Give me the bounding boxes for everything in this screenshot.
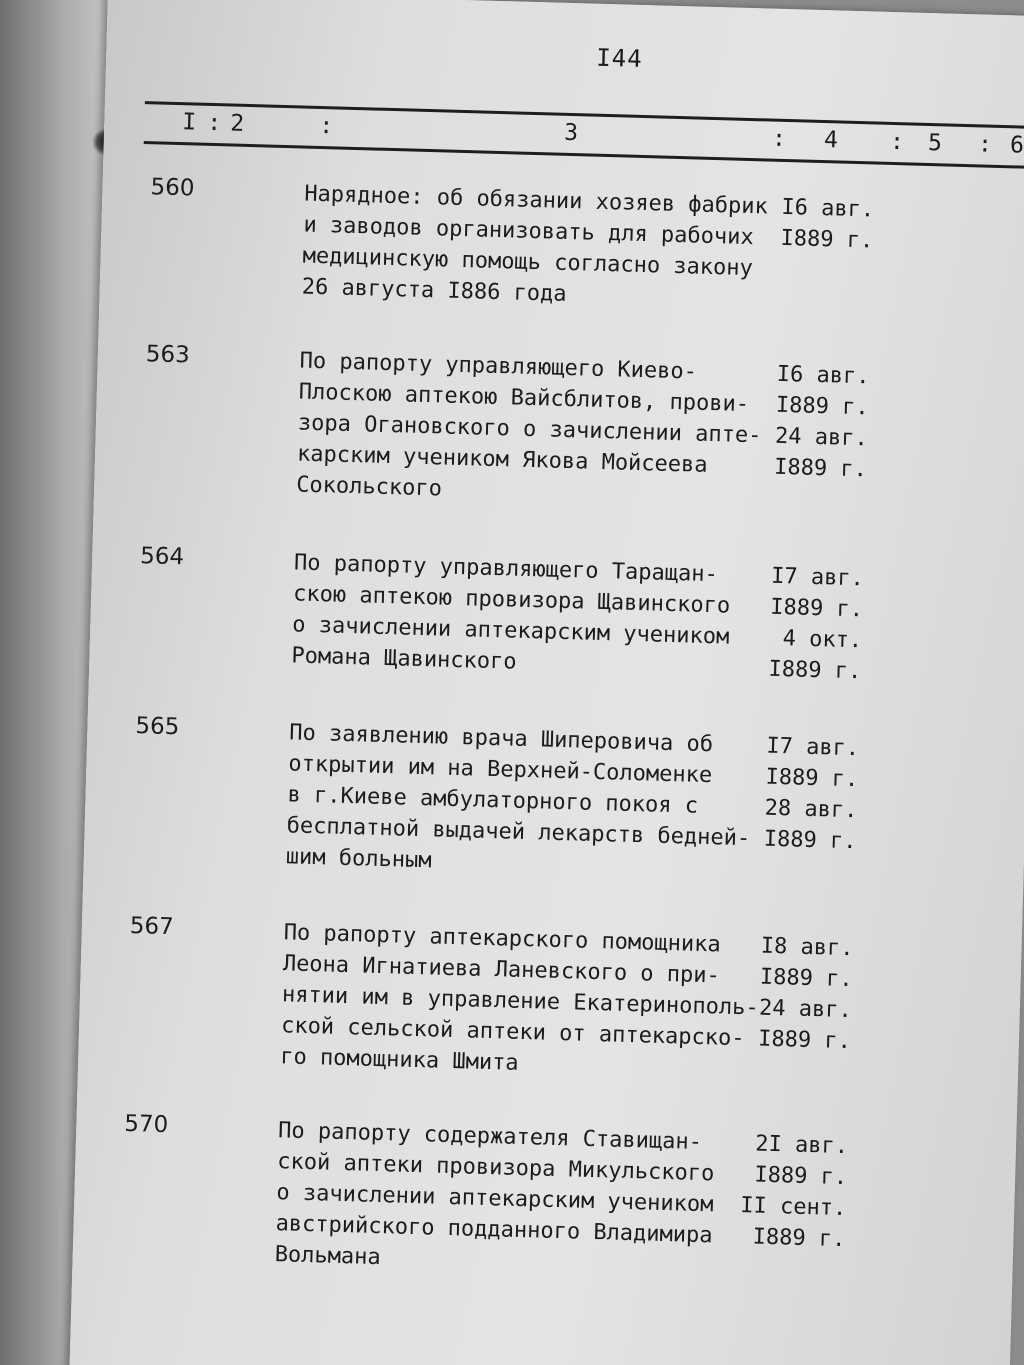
record-number: 560: [150, 174, 195, 202]
record-description: [291, 547, 754, 684]
date-line: 24 авг.: [774, 423, 869, 452]
record-dates: [725, 1128, 848, 1255]
description-line: го помощника Шмита: [279, 1044, 519, 1076]
record-row: [82, 912, 982, 1076]
record-row: [88, 712, 988, 874]
date-line: I889 г.: [765, 764, 859, 793]
record-description: [274, 1115, 738, 1283]
record-row: [98, 340, 998, 502]
description-line: в г.Киеве амбулаторного покоя с: [287, 782, 699, 819]
record-dates: [741, 560, 864, 687]
date-line: 28 авг.: [764, 795, 858, 824]
description-line: и заводов организовать для рабочих: [303, 212, 755, 251]
description-line: о зачислении аптекарским учеником: [276, 1180, 714, 1218]
description-line: о зачислении аптекарским учеником: [291, 612, 730, 650]
description-line: ской аптеки провизора Микульского: [277, 1149, 715, 1187]
date-line: 4 окт.: [782, 626, 863, 654]
record-description: [296, 346, 760, 514]
date-line: I889 г.: [763, 826, 857, 855]
date-line: I889 г.: [757, 1026, 852, 1055]
date-line: I6 авг.: [781, 194, 875, 223]
record-row: [103, 173, 1003, 307]
record-number: 565: [135, 713, 180, 741]
column-header-2: 2: [229, 110, 245, 137]
record-dates: [753, 191, 875, 256]
record-dates: [731, 930, 854, 1057]
date-line: I889 г.: [769, 594, 864, 623]
record-description: [301, 179, 769, 316]
document-page: I44 I : 2 : 3 : 4 : 5 : 6 560 Нарядное: об обязании хозяев фабрик и заводов организовать для рабочих медицинскую помощь согласно закону 26 августа I886 года I6 авг. I889 г. 563 По рапорту управляющего Киево- Плоскою аптекою Вайсблитов, прови- зора Огановского о зачислении апте- карским учеником Якова Мойсеева Сокольского I6 авг. I889 г. 24 авг. I889 г. 564 По рапорту управляющего Таращан- скою аптекою провизора Щавинского о зачислении аптекарским учеником Романа Щавинского I7 авг. I889 г. 4 окт. I889 г. 565 По заявлению врача Шиперовича об открытии им на Верхней-Соломенке в г.Киеве амбулаторного покоя с бесплатной выдачей лекарств бедней- шим больным I7 авг. I889 г. 28 авг. I889 г. 567 По рапорту аптекарского помощника Леона Игнатиева Ланевского о при- нятии им в управление Екатеринополь- ской сельской аптеки от аптекарско- го помощника Шмита I8 авг. I889 г. 24 авг. I889 г. 570 По рапорту содержателя Ставищан- ской аптеки провизора Микульского о зачислении аптекарским учеником австрийского подданного Владимира Вольмана 2I авг. I889 г. II сент. I889 г.: [69, 0, 1024, 1365]
description-line: нятии им в управление Екатеринополь-: [281, 982, 760, 1021]
record-description: [279, 917, 760, 1085]
date-line: I889 г.: [773, 454, 868, 483]
column-header-4: 4: [823, 127, 839, 154]
record-row: [93, 542, 993, 685]
column-header-6: 6: [1009, 132, 1024, 159]
date-line: I7 авг.: [766, 733, 860, 762]
description-line: скою аптекою провизора Щавинского: [292, 581, 731, 619]
description-line: Сокольского: [295, 472, 443, 502]
description-line: Нарядное: об обязании хозяев фабрик: [304, 181, 769, 220]
description-line: бесплатной выдачей лекарств бедней-: [286, 813, 751, 852]
description-line: По рапорту содержателя Ставищан-: [277, 1118, 703, 1156]
description-line: 26 августа I886 года: [301, 274, 567, 307]
date-line: II сент.: [739, 1193, 847, 1222]
date-line: I6 авг.: [776, 361, 870, 390]
record-number: 567: [129, 912, 175, 941]
description-line: зора Огановского о зачислении апте-: [297, 410, 762, 449]
record-dates: [747, 358, 870, 485]
description-line: По рапорту управляющего Киево-: [299, 348, 698, 385]
column-header-3: 3: [563, 119, 579, 147]
date-line: I889 г.: [754, 1162, 848, 1191]
date-line: I8 авг.: [760, 933, 854, 962]
date-line: I7 авг.: [770, 563, 865, 592]
description-line: австрийского подданного Владимира: [275, 1211, 713, 1249]
description-line: карским учеником Якова Мойсеева: [296, 441, 708, 478]
description-line: медицинскую помощь согласно закону: [302, 243, 754, 282]
description-line: ской сельской аптеки от аптекарско-: [280, 1013, 745, 1052]
record-dates: [736, 730, 859, 857]
record-number: 563: [145, 341, 191, 369]
record-row: [77, 1110, 977, 1271]
date-line: 24 авг.: [758, 995, 853, 1024]
column-header-1: I: [181, 109, 197, 136]
description-line: Плоскою аптекою Вайсблитов, прови-: [298, 379, 750, 418]
record-number: 564: [139, 543, 185, 571]
description-line: открытии им на Верхней-Соломенке: [288, 751, 713, 789]
date-line: I889 г.: [768, 656, 862, 685]
description-line: Леона Игнатиева Ланевского о при-: [282, 951, 721, 989]
page-number: I44: [595, 43, 644, 73]
record-description: [285, 717, 749, 885]
description-line: По рапорту управляющего Таращан-: [293, 550, 719, 588]
description-line: шим больным: [285, 844, 432, 874]
description-line: Вольмана: [274, 1242, 382, 1271]
description-line: По заявлению врача Шиперовича об: [288, 720, 714, 758]
date-line: 2I авг.: [754, 1131, 849, 1160]
record-number: 570: [123, 1110, 169, 1139]
description-line: По рапорту аптекарского помощника: [283, 920, 722, 958]
date-line: I889 г.: [780, 225, 874, 254]
description-line: Романа Щавинского: [291, 643, 517, 675]
column-header-5: 5: [927, 129, 943, 157]
date-line: I889 г.: [775, 392, 869, 421]
date-line: I889 г.: [759, 964, 854, 993]
date-line: I889 г.: [752, 1224, 846, 1253]
table-header-rule-top: [145, 101, 1024, 129]
